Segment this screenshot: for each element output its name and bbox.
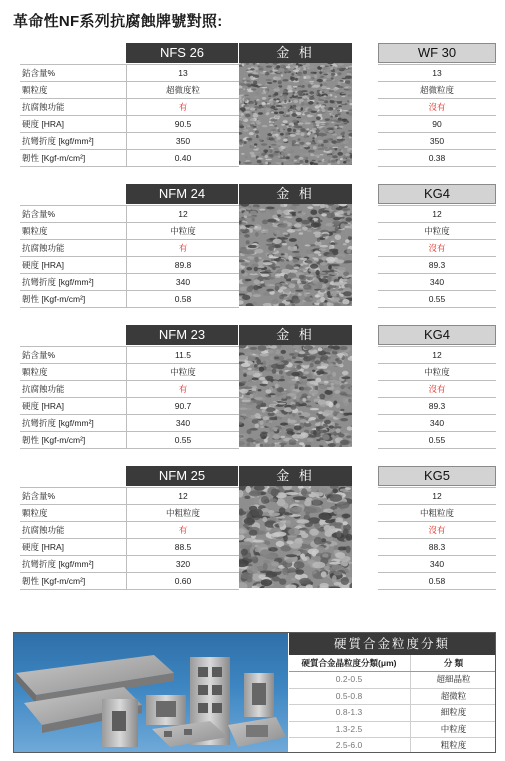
table-row — [289, 705, 495, 722]
compare-cell: 340 — [378, 556, 496, 573]
grade-block-4 — [20, 466, 496, 590]
property-rows — [20, 487, 239, 590]
compare-cell: 0.38 — [378, 150, 496, 167]
grain-range: 0.8-1.3 — [335, 707, 363, 717]
table-row — [20, 522, 239, 539]
table-row — [289, 672, 495, 689]
row-label: 鈷含量% — [22, 209, 56, 219]
compare-cell: 沒有 — [378, 381, 496, 398]
row-value: 有 — [126, 522, 239, 538]
table-row — [20, 556, 239, 573]
row-label: 硬度 [HRA] — [22, 119, 65, 129]
grade-name-header: NFM 23 — [126, 325, 238, 345]
row-label: 顆粒度 — [22, 226, 48, 236]
row-value: 90.7 — [126, 398, 239, 414]
grade-block-1 — [20, 43, 496, 167]
grain-class: 中粒度 — [410, 722, 496, 738]
row-value: 有 — [126, 240, 239, 256]
row-label: 抗彎折度 [kgf/mm²] — [22, 559, 94, 569]
table-row — [20, 150, 239, 167]
row-value: 有 — [126, 99, 239, 115]
row-label: 顆粒度 — [22, 85, 48, 95]
row-value: 13 — [126, 65, 239, 81]
table-row — [20, 116, 239, 133]
property-rows — [20, 205, 239, 308]
compare-cell: 89.3 — [378, 398, 496, 415]
row-label: 韌性 [Kgf-m/cm²] — [22, 153, 86, 163]
table-row — [20, 505, 239, 522]
compare-values — [378, 346, 496, 449]
row-value: 88.5 — [126, 539, 239, 555]
table-row — [20, 99, 239, 116]
row-label: 抗腐蝕功能 — [22, 384, 65, 394]
row-value: 0.55 — [126, 432, 239, 448]
row-label: 顆粒度 — [22, 508, 48, 518]
microstructure-image — [239, 486, 352, 588]
grain-class: 超細晶粒 — [410, 672, 496, 688]
compare-cell: 中粗粒度 — [378, 505, 496, 522]
compare-grade-header: WF 30 — [378, 43, 496, 63]
carbide-products-photo — [14, 633, 288, 752]
row-label: 鈷含量% — [22, 68, 56, 78]
row-value: 11.5 — [126, 347, 239, 363]
grain-size-panel — [13, 632, 496, 753]
row-value: 0.60 — [126, 573, 239, 589]
grain-texture — [239, 63, 352, 165]
microstructure-header: 金 相 — [239, 43, 352, 63]
compare-values — [378, 205, 496, 308]
row-label: 鈷含量% — [22, 350, 56, 360]
table-row — [289, 689, 495, 706]
compare-cell: 12 — [378, 205, 496, 223]
table-row — [20, 398, 239, 415]
row-label: 抗彎折度 [kgf/mm²] — [22, 418, 94, 428]
table-row — [20, 64, 239, 82]
table-row — [289, 722, 495, 739]
row-label: 鈷含量% — [22, 491, 56, 501]
page-title: 革命性NF系列抗腐蝕牌號對照: — [13, 13, 223, 30]
row-value: 超微度粒 — [126, 82, 239, 98]
table-row — [20, 432, 239, 449]
compare-grade-header: KG5 — [378, 466, 496, 486]
row-label: 抗彎折度 [kgf/mm²] — [22, 136, 94, 146]
compare-cell: 350 — [378, 133, 496, 150]
compare-cell: 90 — [378, 116, 496, 133]
header-grain-size: 硬質合金晶粒度分類(μm) — [301, 658, 397, 668]
table-row — [20, 346, 239, 364]
grade-name-header: NFS 26 — [126, 43, 238, 63]
row-value: 12 — [126, 488, 239, 504]
table-row — [20, 487, 239, 505]
table-row — [20, 415, 239, 432]
row-value: 12 — [126, 206, 239, 222]
grain-class: 細粒度 — [410, 705, 496, 721]
row-value: 中粒度 — [126, 364, 239, 380]
row-value: 89.8 — [126, 257, 239, 273]
compare-cell: 0.55 — [378, 432, 496, 449]
row-label: 硬度 [HRA] — [22, 542, 65, 552]
header-class: 分 類 — [410, 655, 496, 671]
row-value: 中粗粒度 — [126, 505, 239, 521]
row-value: 340 — [126, 274, 239, 290]
row-value: 0.40 — [126, 150, 239, 166]
compare-grade-header: KG4 — [378, 184, 496, 204]
microstructure-header: 金 相 — [239, 184, 352, 204]
grain-table-title: 硬質合金粒度分類 — [289, 633, 495, 655]
grain-texture — [239, 486, 352, 588]
row-label: 抗腐蝕功能 — [22, 525, 65, 535]
compare-cell: 中粒度 — [378, 223, 496, 240]
row-value: 中粒度 — [126, 223, 239, 239]
row-value: 320 — [126, 556, 239, 572]
grade-block-3 — [20, 325, 496, 449]
microstructure-header: 金 相 — [239, 325, 352, 345]
table-row — [20, 257, 239, 274]
compare-cell: 13 — [378, 64, 496, 82]
compare-grade-header: KG4 — [378, 325, 496, 345]
row-label: 韌性 [Kgf-m/cm²] — [22, 576, 86, 586]
table-row — [20, 573, 239, 590]
row-label: 硬度 [HRA] — [22, 260, 65, 270]
table-row — [20, 274, 239, 291]
grain-range: 0.2-0.5 — [335, 674, 363, 684]
row-value: 340 — [126, 415, 239, 431]
microstructure-image — [239, 63, 352, 165]
compare-cell: 沒有 — [378, 522, 496, 539]
compare-cell: 沒有 — [378, 240, 496, 257]
grade-name-header: NFM 24 — [126, 184, 238, 204]
grain-table-header — [289, 655, 495, 672]
row-value: 有 — [126, 381, 239, 397]
table-row — [20, 291, 239, 308]
table-row — [20, 133, 239, 150]
table-row — [20, 240, 239, 257]
microstructure-image — [239, 345, 352, 447]
table-row — [20, 223, 239, 240]
grain-range: 0.5-0.8 — [335, 690, 363, 701]
row-label: 抗彎折度 [kgf/mm²] — [22, 277, 94, 287]
compare-cell: 沒有 — [378, 99, 496, 116]
compare-values — [378, 64, 496, 167]
compare-cell: 0.58 — [378, 573, 496, 590]
compare-cell: 89.3 — [378, 257, 496, 274]
property-rows — [20, 346, 239, 449]
row-value: 0.58 — [126, 291, 239, 307]
compare-cell: 12 — [378, 487, 496, 505]
grain-range: 1.3-2.5 — [335, 723, 363, 734]
grade-block-2 — [20, 184, 496, 308]
table-row — [20, 364, 239, 381]
row-label: 顆粒度 — [22, 367, 48, 377]
row-label: 抗腐蝕功能 — [22, 243, 65, 253]
compare-cell: 88.3 — [378, 539, 496, 556]
grain-texture — [239, 345, 352, 447]
row-label: 韌性 [Kgf-m/cm²] — [22, 294, 86, 304]
microstructure-image — [239, 204, 352, 306]
table-row — [20, 539, 239, 556]
compare-values — [378, 487, 496, 590]
grain-class: 超微粒 — [410, 689, 496, 705]
carbide-parts-illustration — [14, 633, 288, 752]
table-row — [289, 738, 495, 753]
microstructure-header: 金 相 — [239, 466, 352, 486]
table-row — [20, 82, 239, 99]
grain-texture — [239, 204, 352, 306]
compare-cell: 中粒度 — [378, 364, 496, 381]
row-label: 硬度 [HRA] — [22, 401, 65, 411]
table-row — [20, 381, 239, 398]
property-rows — [20, 64, 239, 167]
grade-name-header: NFM 25 — [126, 466, 238, 486]
grain-class: 粗粒度 — [410, 738, 496, 753]
row-label: 抗腐蝕功能 — [22, 102, 65, 112]
compare-cell: 0.55 — [378, 291, 496, 308]
compare-cell: 340 — [378, 415, 496, 432]
row-value: 350 — [126, 133, 239, 149]
table-row — [20, 205, 239, 223]
compare-cell: 12 — [378, 346, 496, 364]
compare-cell: 超微粒度 — [378, 82, 496, 99]
grain-range: 2.5-6.0 — [335, 740, 363, 750]
row-value: 90.5 — [126, 116, 239, 132]
row-label: 韌性 [Kgf-m/cm²] — [22, 435, 86, 445]
compare-cell: 340 — [378, 274, 496, 291]
grain-size-table — [289, 633, 495, 752]
